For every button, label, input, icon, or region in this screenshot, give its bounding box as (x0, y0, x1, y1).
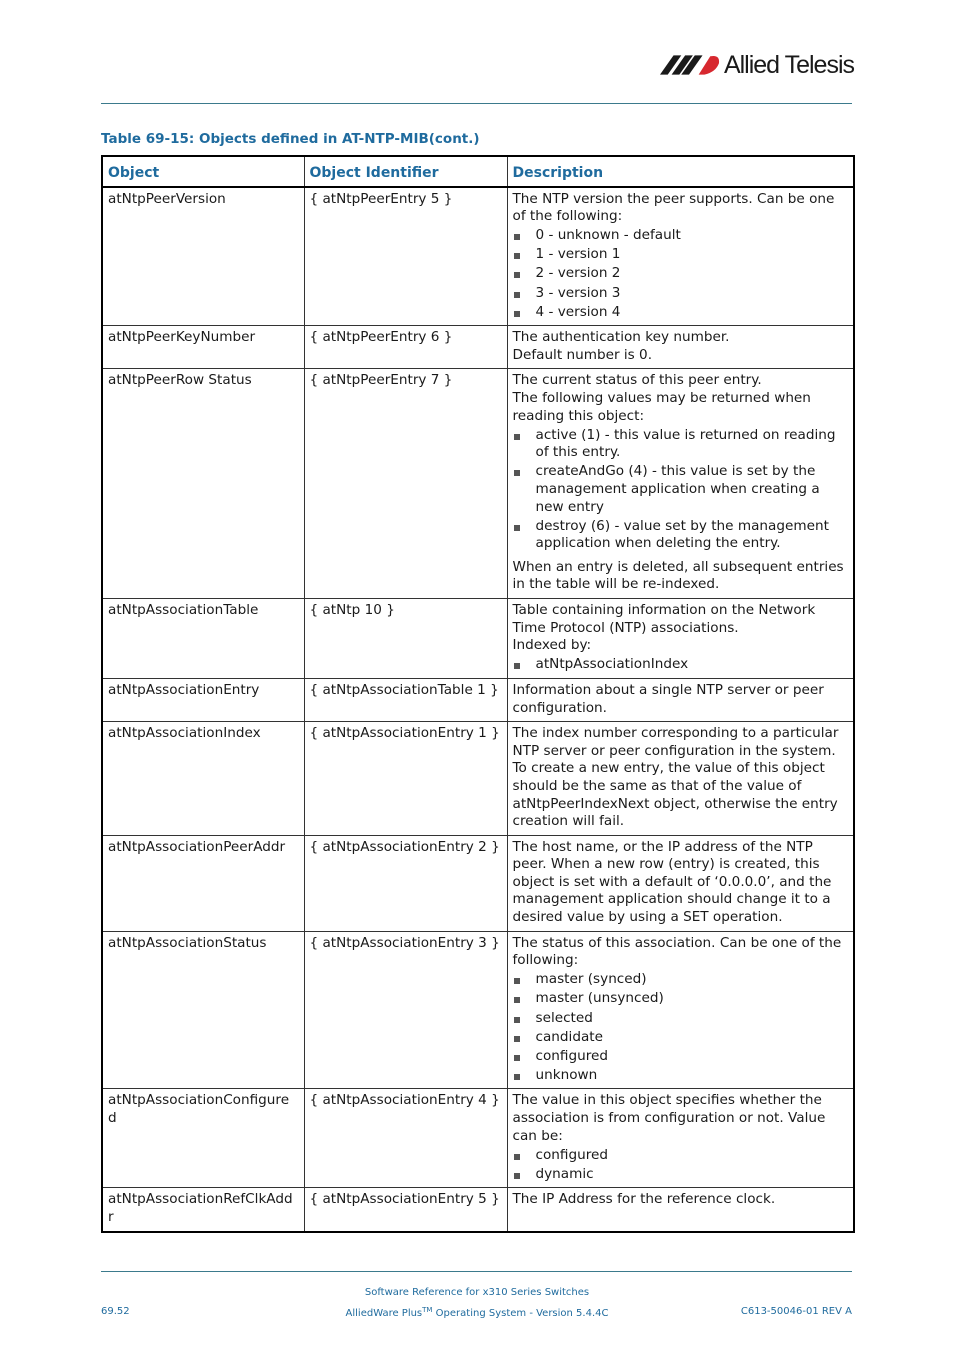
description-text: The current status of this peer entry. (512, 372, 762, 389)
table-row (102, 326, 854, 369)
object-name-cell: atNtpAssociationConfigure d (102, 1089, 304, 1188)
description-cell (507, 678, 854, 721)
description-text: The NTP version the peer supports. Can be one of the following: (512, 190, 835, 225)
description-bullet-item: dynamic (513, 1166, 849, 1184)
description-bullet-item: configured (513, 1147, 849, 1165)
table-row (102, 599, 854, 679)
object-name-cell: atNtpAssociationIndex (102, 722, 304, 836)
object-name-cell: atNtpAssociationRefClkAdd r (102, 1188, 304, 1232)
table-body (102, 187, 854, 1232)
description-text: The IP Address for the reference clock. (512, 1191, 776, 1208)
object-identifier-cell: { atNtpAssociationEntry 1 } (304, 722, 507, 836)
table-caption: Table 69-15: Objects defined in AT-NTP-MIB(cont.) (101, 131, 480, 147)
table-row (102, 835, 854, 931)
description-text: Table containing information on the Network Time Protocol (NTP) associations. (512, 602, 816, 636)
page-number: 69.52 (101, 1306, 130, 1317)
object-identifier-cell: { atNtp 10 } (304, 599, 507, 679)
trademark-mark: TM (422, 1306, 433, 1314)
object-name-cell: atNtpAssociationPeerAddr (102, 835, 304, 931)
description-bullet-item: master (unsynced) (513, 990, 849, 1008)
table-row (102, 187, 854, 326)
header-rule (101, 103, 852, 104)
table-row (102, 1089, 854, 1188)
description-cell (507, 835, 854, 931)
description-bullet-item: createAndGo (4) - this value is set by the management application when creating a new entry (513, 463, 849, 516)
description-bullet-item: candidate (513, 1029, 849, 1047)
description-bullet-item: active (1) - this value is returned on reading of this entry. (513, 427, 849, 462)
header-object-identifier: Object Identifier (304, 156, 507, 187)
description-text: Default number is 0. (512, 346, 653, 363)
brand-name: Allied Telesis (723, 50, 854, 79)
header-description: Description (507, 156, 854, 187)
description-bullet-item: 4 - version 4 (513, 304, 849, 322)
object-identifier-cell: { atNtpPeerEntry 7 } (304, 369, 507, 599)
object-identifier-cell: { atNtpAssociationEntry 4 } (304, 1089, 507, 1188)
object-identifier-cell: { atNtpAssociationEntry 2 } (304, 835, 507, 931)
description-text: The index number corresponding to a particular NTP server or peer configuration in the system. To create a new entry, the value of this object should be the same as that of the value of atNtpPeerIndexNext object, otherwise the entry creation will fail. (512, 725, 839, 830)
table-row (102, 931, 854, 1089)
object-identifier-cell: { atNtpPeerEntry 6 } (304, 326, 507, 369)
description-bullet-item: configured (513, 1048, 849, 1066)
description-cell (507, 722, 854, 836)
objects-table (101, 155, 855, 1233)
allied-telesis-logo-mark-icon (660, 54, 720, 76)
description-cell (507, 187, 854, 326)
object-name-cell: atNtpAssociationTable (102, 599, 304, 679)
description-bullet-list (513, 971, 849, 1084)
object-identifier-cell: { atNtpAssociationEntry 5 } (304, 1188, 507, 1232)
description-text: The following values may be returned when reading this object: (512, 390, 811, 424)
object-name-cell: atNtpPeerRow Status (102, 369, 304, 599)
object-name-cell: atNtpAssociationStatus (102, 931, 304, 1089)
table-row (102, 678, 854, 721)
table-row (102, 369, 854, 599)
header-object: Object (102, 156, 304, 187)
allied-telesis-logo (660, 48, 854, 82)
object-name-cell: atNtpPeerVersion (102, 187, 304, 326)
footer-rule (101, 1271, 852, 1272)
description-cell (507, 369, 854, 599)
description-text: Indexed by: (512, 637, 592, 654)
description-bullet-item: 2 - version 2 (513, 265, 849, 283)
description-text: The host name, or the IP address of the NTP peer. When a new row (entry) is created, this object is set with a default of ‘0.0.0.0’, and the management application should change it to a desired value by using a SET operation. (512, 838, 832, 926)
description-bullet-item: atNtpAssociationIndex (513, 656, 849, 674)
product-version: Operating System - Version 5.4.4C (435, 1308, 609, 1319)
description-bullet-list (513, 427, 849, 553)
object-identifier-cell: { atNtpAssociationEntry 3 } (304, 931, 507, 1089)
description-text: The authentication key number. (512, 329, 730, 346)
description-bullet-item: 3 - version 3 (513, 285, 849, 303)
footer-title: Software Reference for x310 Series Switches (364, 1287, 590, 1298)
description-bullet-item: master (synced) (513, 971, 849, 989)
object-name-cell: atNtpPeerKeyNumber (102, 326, 304, 369)
product-name: AlliedWare Plus (345, 1308, 423, 1319)
description-bullet-item: selected (513, 1010, 849, 1028)
description-bullet-item: 0 - unknown - default (513, 227, 849, 245)
description-bullet-list (513, 656, 849, 674)
object-name-cell: atNtpAssociationEntry (102, 678, 304, 721)
object-identifier-cell: { atNtpPeerEntry 5 } (304, 187, 507, 326)
description-text: The value in this object specifies whether the association is from configuration or not. Value can be: (512, 1092, 826, 1144)
document-id: C613-50046-01 REV A (740, 1306, 852, 1317)
description-cell (507, 931, 854, 1089)
description-bullet-list (513, 1147, 849, 1184)
description-cell (507, 1188, 854, 1232)
object-identifier-cell: { atNtpAssociationTable 1 } (304, 678, 507, 721)
description-text: Information about a single NTP server or peer configuration. (512, 681, 824, 716)
table-row (102, 1188, 854, 1232)
description-bullet-item: 1 - version 1 (513, 246, 849, 264)
table-row (102, 722, 854, 836)
description-text: The status of this association. Can be one of the following: (512, 934, 842, 969)
table-header-row (102, 156, 854, 187)
description-bullet-list (513, 227, 849, 321)
description-cell (507, 599, 854, 679)
description-cell (507, 1089, 854, 1188)
description-bullet-item: destroy (6) - value set by the management application when deleting the entry. (513, 518, 849, 553)
description-cell (507, 326, 854, 369)
description-note: When an entry is deleted, all subsequent entries in the table will be re-indexed. (512, 558, 844, 593)
description-bullet-item: unknown (513, 1067, 849, 1085)
